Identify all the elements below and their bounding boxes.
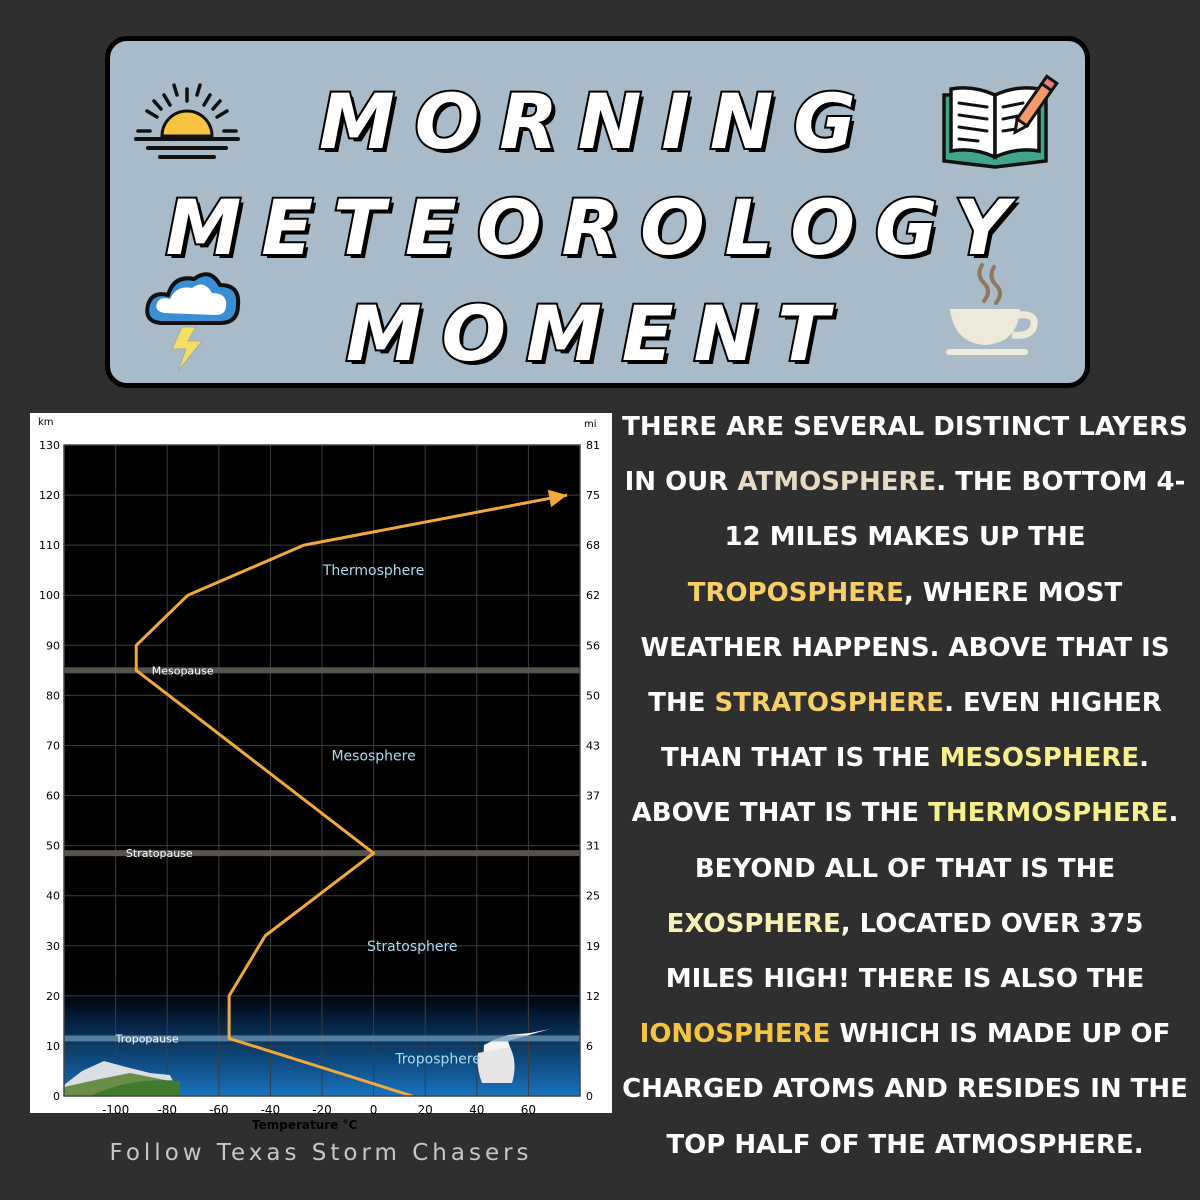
atmosphere-chart: [30, 413, 612, 1132]
y-tick-label-right: 37: [586, 789, 600, 803]
banner-title: [110, 69, 1085, 387]
y-tick-label-left: 20: [46, 989, 60, 1003]
info-highlight-thermosphere: THERMOSPHERE: [928, 798, 1169, 829]
layer-label-stratosphere: Stratosphere: [367, 938, 458, 955]
y-tick-label-right: 12: [586, 989, 600, 1003]
x-tick-label: -100: [101, 1103, 130, 1117]
y-tick-label-right: 31: [586, 839, 600, 853]
info-text-segment: , WHERE MOST WEATHER HAPPENS. ABOVE THAT IS THE: [640, 577, 1170, 719]
x-tick-label: 60: [520, 1103, 537, 1117]
y-tick-label-left: 50: [46, 839, 60, 853]
y-tick-label-right: 81: [586, 439, 600, 452]
x-tick-label: 40: [469, 1103, 485, 1117]
layer-label-mesosphere: Mesosphere: [331, 748, 416, 765]
y-tick-label-left: 10: [46, 1039, 60, 1053]
y-tick-label-left: 30: [46, 939, 60, 953]
y-tick-label-left: 90: [46, 639, 60, 653]
boundary-label-tropopause: Tropopause: [115, 1032, 179, 1046]
y-tick-label-left: 60: [46, 789, 60, 803]
boundary-label-mesopause: Mesopause: [151, 664, 214, 678]
x-tick-label: 0: [369, 1103, 378, 1117]
banner-title-line-2: METEOROLOGY: [165, 183, 1030, 272]
layer-label-thermosphere: Thermosphere: [322, 563, 425, 580]
x-axis-label: Temperature °C: [252, 1118, 358, 1132]
banner-title-line-3: MOMENT: [345, 289, 850, 378]
x-tick-label: 20: [417, 1103, 433, 1117]
y-tick-label-right: 25: [586, 889, 600, 903]
x-tick-label: -80: [157, 1103, 178, 1117]
x-tick-label: -20: [312, 1103, 332, 1117]
y-tick-label-left: 70: [46, 739, 60, 753]
y-tick-label-right: 19: [586, 939, 600, 953]
title-banner: [105, 36, 1090, 388]
layer-label-troposphere: Troposphere: [395, 1051, 481, 1068]
y-axis-label-left: km: [38, 417, 54, 428]
y-tick-label-right: 62: [586, 589, 600, 603]
info-text-segment: . BEYOND ALL OF THAT IS THE: [694, 798, 1179, 884]
info-highlight-stratosphere: STRATOSPHERE: [714, 688, 945, 719]
y-tick-label-right: 68: [586, 539, 600, 553]
y-tick-label-left: 0: [53, 1090, 60, 1103]
x-tick-label: -40: [260, 1103, 281, 1117]
y-tick-label-left: 110: [39, 539, 60, 553]
y-tick-label-right: 43: [586, 739, 600, 753]
y-tick-label-right: 56: [586, 639, 600, 653]
y-tick-label-left: 130: [39, 439, 60, 452]
y-tick-label-left: 120: [39, 489, 60, 503]
y-tick-label-right: 0: [586, 1090, 593, 1103]
y-tick-label-left: 100: [39, 589, 60, 603]
y-axis-label-right: mi: [584, 419, 597, 430]
info-text-segment: , LOCATED OVER 375 MILES HIGH! THERE IS ALSO THE: [665, 908, 1145, 995]
info-text-segment: . EVEN HIGHER THAN THAT IS THE: [660, 688, 1162, 774]
y-tick-label-left: 80: [46, 689, 60, 703]
x-tick-label: -60: [208, 1103, 229, 1117]
info-text-segment: THERE ARE SEVERAL DISTINCT LAYERS IN OUR: [622, 412, 1188, 498]
info-highlight-troposphere: TROPOSPHERE: [687, 577, 904, 608]
boundary-label-stratopause: Stratopause: [125, 847, 193, 861]
info-highlight-mesosphere: MESOSPHERE: [939, 743, 1140, 774]
y-tick-label-right: 75: [586, 489, 600, 503]
info-text-segment: WHICH IS MADE UP OF CHARGED ATOMS AND RESIDES IN THE TOP HALF OF THE ATMOSPHERE.: [622, 1019, 1188, 1160]
info-text-segment: . ABOVE THAT IS THE: [631, 743, 1149, 829]
banner-title-line-1: MORNING: [319, 77, 876, 166]
info-text: [620, 400, 1190, 1173]
info-text-segment: . THE BOTTOM 4-12 MILES MAKES UP THE: [724, 467, 1186, 553]
y-tick-label-right: 50: [586, 689, 600, 703]
footer-credit: Follow Texas Storm Chasers: [109, 1140, 533, 1166]
info-highlight-atmosphere: ATMOSPHERE: [737, 467, 937, 498]
y-tick-label-right: 6: [586, 1039, 593, 1053]
info-highlight-ionosphere: IONOSPHERE: [639, 1019, 831, 1050]
info-highlight-exosphere: EXOSPHERE: [666, 908, 841, 939]
y-tick-label-left: 40: [46, 889, 60, 903]
atmosphere-chart-svg: [30, 413, 612, 1132]
